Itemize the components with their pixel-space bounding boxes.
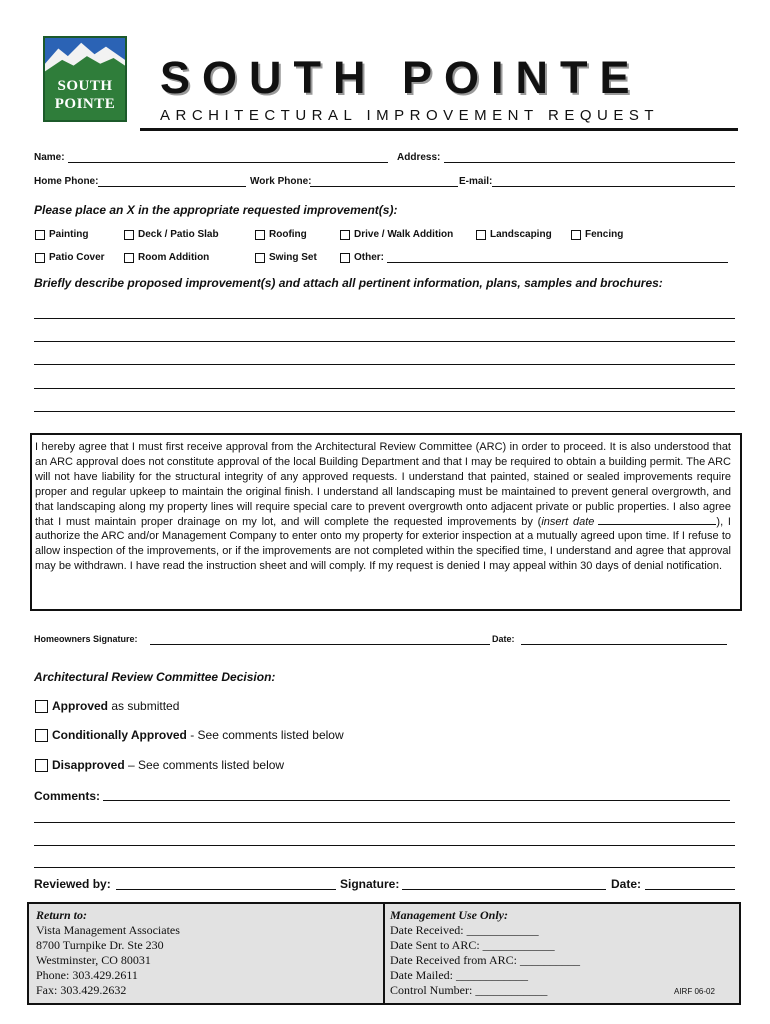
email-label: E-mail: xyxy=(459,176,493,187)
decision-heading: Architectural Review Committee Decision: xyxy=(34,670,276,684)
review-date-field[interactable] xyxy=(645,889,735,890)
swing-set-label: Swing Set xyxy=(269,252,317,263)
work-phone-field[interactable] xyxy=(310,186,458,187)
management-use-block xyxy=(390,908,580,998)
mountain-icon xyxy=(45,38,125,78)
conditionally-approved-option: Conditionally Approved - See comments listed below xyxy=(52,728,344,742)
painting-label: Painting xyxy=(49,229,89,240)
return-to-heading: Return to: xyxy=(36,908,88,922)
control-number-line: Control Number: ____________ xyxy=(390,983,548,997)
management-use-heading: Management Use Only: xyxy=(390,908,508,922)
drive-walk-addition-label: Drive / Walk Addition xyxy=(354,229,454,240)
date-received-from-arc-line: Date Received from ARC: __________ xyxy=(390,953,580,967)
comments-line-3[interactable] xyxy=(34,845,735,846)
logo-text-line2: POINTE xyxy=(54,96,116,112)
roofing-label: Roofing xyxy=(269,229,307,240)
homeowner-signature-field[interactable] xyxy=(150,644,490,645)
disapproved-checkbox[interactable] xyxy=(35,759,48,772)
comments-label: Comments: xyxy=(34,789,101,803)
review-signature-label: Signature: xyxy=(340,877,400,891)
other-label: Other: xyxy=(354,252,384,263)
return-to-block xyxy=(36,908,180,998)
homeowner-date-label: Date: xyxy=(492,634,515,644)
address-field[interactable] xyxy=(444,162,735,163)
return-address-line: Vista Management Associates xyxy=(36,923,180,937)
comments-line-2[interactable] xyxy=(34,822,735,823)
comments-line-1[interactable] xyxy=(103,800,730,801)
description-line-4[interactable] xyxy=(34,388,735,389)
deck-patio-slab-checkbox[interactable] xyxy=(124,230,134,240)
fencing-label: Fencing xyxy=(585,229,624,240)
description-heading: Briefly describe proposed improvement(s) and attach all pertinent information, plans, samples and brochures: xyxy=(34,276,663,290)
return-address-line: 8700 Turnpike Dr. Ste 230 xyxy=(36,938,164,952)
page-subtitle: ARCHITECTURAL IMPROVEMENT REQUEST xyxy=(160,107,660,124)
approved-option: Approved as submitted xyxy=(52,699,180,713)
date-sent-to-arc-line: Date Sent to ARC: ____________ xyxy=(390,938,555,952)
insert-date-hint: insert date xyxy=(541,515,595,528)
work-phone-label: Work Phone: xyxy=(250,176,312,187)
date-received-line: Date Received: ____________ xyxy=(390,923,539,937)
page-title: SOUTH POINTE xyxy=(160,52,642,103)
reviewed-by-field[interactable] xyxy=(116,889,336,890)
agreement-text: I hereby agree that I must first receive approval from the Architectural Review Committee (ARC) in order to proceed. It is also understood that an ARC approval does not constitute approval of the local Building Department and that I may be required to obtain a building permit. The ARC will not have liability for the structural integrity of any approved requests. I understand that painted, stained or sealed improvements require proper and regular upkeep to maintain the original finish. I understand all landscaping must be maintained to prevent general overgrowth, and that landscaping along my property lines will require special care to prevent overgrowth onto adjacent private or public properties. I also agree that I must maintain proper drainage on my lot, and will complete the requested improvements by (insert date ), I authorize the ARC and/or Management Company to enter onto my property for exterior inspection at a mutually agreed upon time. If I refuse to allow inspection of the improvements, or if the improvements are not completed within the specified time, I understand and agree that approval may be withdrawn. I have read the instruction sheet and will comply. If my request is denied I may appeal within 30 days of denial notification. xyxy=(35,441,731,573)
name-label: Name: xyxy=(34,152,65,163)
name-field[interactable] xyxy=(68,162,388,163)
painting-checkbox[interactable] xyxy=(35,230,45,240)
completion-date-blank[interactable] xyxy=(598,515,716,525)
south-pointe-logo xyxy=(43,36,127,122)
review-date-label: Date: xyxy=(611,877,642,891)
comments-line-4[interactable] xyxy=(34,867,735,868)
landscaping-checkbox[interactable] xyxy=(476,230,486,240)
improvements-heading: Please place an X in the appropriate requested improvement(s): xyxy=(34,203,398,217)
landscaping-label: Landscaping xyxy=(490,229,552,240)
return-address-line: Westminster, CO 80031 xyxy=(36,953,151,967)
logo-text-line1: SOUTH xyxy=(57,78,113,94)
fencing-checkbox[interactable] xyxy=(571,230,581,240)
room-addition-label: Room Addition xyxy=(138,252,210,263)
description-line-5[interactable] xyxy=(34,411,735,412)
other-field[interactable] xyxy=(387,262,728,263)
home-phone-label: Home Phone: xyxy=(34,176,99,187)
disapproved-option: Disapproved – See comments listed below xyxy=(52,758,285,772)
return-phone: Phone: 303.429.2611 xyxy=(36,968,138,982)
email-field[interactable] xyxy=(492,186,735,187)
header-rule xyxy=(140,128,738,131)
description-line-2[interactable] xyxy=(34,341,735,342)
room-addition-checkbox[interactable] xyxy=(124,253,134,263)
approved-checkbox[interactable] xyxy=(35,700,48,713)
reviewed-by-label: Reviewed by: xyxy=(34,877,111,891)
description-line-3[interactable] xyxy=(34,364,735,365)
date-mailed-line: Date Mailed: ____________ xyxy=(390,968,528,982)
footer-divider xyxy=(383,902,385,1005)
address-label: Address: xyxy=(397,152,441,163)
homeowner-date-field[interactable] xyxy=(521,644,727,645)
drive-walk-addition-checkbox[interactable] xyxy=(340,230,350,240)
form-code: AIRF 06-02 xyxy=(674,987,715,996)
deck-patio-slab-label: Deck / Patio Slab xyxy=(138,229,219,240)
roofing-checkbox[interactable] xyxy=(255,230,265,240)
conditionally-approved-checkbox[interactable] xyxy=(35,729,48,742)
description-line-1[interactable] xyxy=(34,318,735,319)
patio-cover-label: Patio Cover xyxy=(49,252,105,263)
patio-cover-checkbox[interactable] xyxy=(35,253,45,263)
swing-set-checkbox[interactable] xyxy=(255,253,265,263)
homeowner-signature-label: Homeowners Signature: xyxy=(34,634,138,644)
review-signature-field[interactable] xyxy=(402,889,606,890)
home-phone-field[interactable] xyxy=(98,186,246,187)
other-checkbox[interactable] xyxy=(340,253,350,263)
return-fax: Fax: 303.429.2632 xyxy=(36,983,127,997)
